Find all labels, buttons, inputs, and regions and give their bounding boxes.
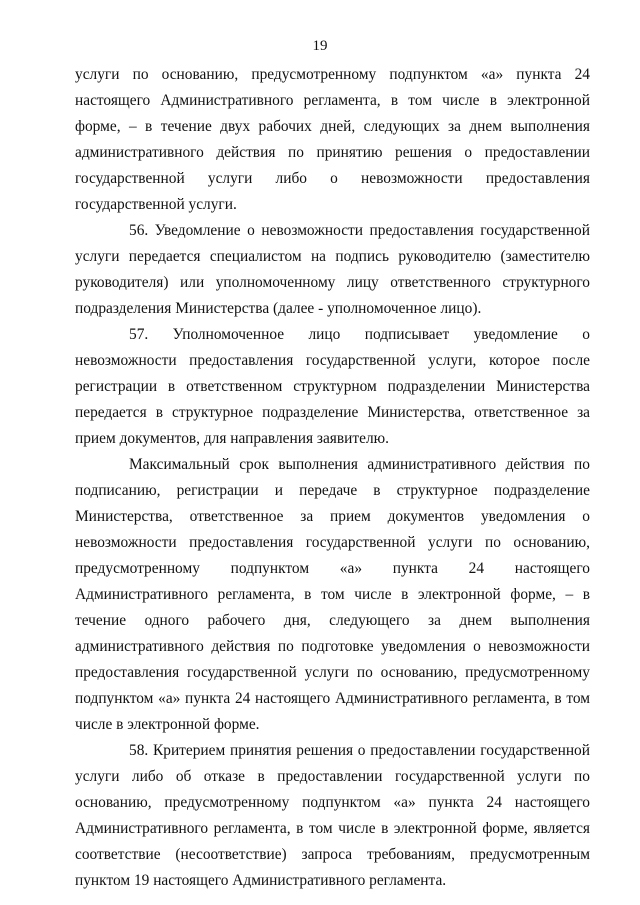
paragraph-58: 58. Критерием принятия решения о предоставлении государственной услуги либо об отказе в предоставлении государственной услуги по основанию, предусмотренному подпунктом «а» пункта 24 настоящего Административного регламента, в том числе в электронной форме, является соответствие (несоответствие) запроса требованиям, предусмотренным пунктом 19 настоящего Административного регламента. xyxy=(75,742,590,889)
document-body xyxy=(75,62,590,894)
paragraph-continuation: услуги по основанию, предусмотренному подпунктом «а» пункта 24 настоящего Административного регламента, в том числе в электронной форме, – в течение двух рабочих дней, следующих за днем выполнения административного действия по принятию решения о предоставлении государственной услуги либо о невозможности предоставления государственной услуги. xyxy=(75,66,590,213)
paragraph-max-term: Максимальный срок выполнения административного действия по подписанию, регистрации и передаче в структурное подразделение Министерства, ответственное за прием документов уведомления о невозможности предоставления государственной услуги по основанию, предусмотренному подпунктом «а» пункта 24 настоящего Административного регламента, в том числе в электронной форме, – в течение одного рабочего дня, следующего за днем выполнения административного действия по подготовке уведомления о невозможности предоставления государственной услуги по основанию, предусмотренному подпунктом «а» пункта 24 настоящего Административного регламента, в том числе в электронной форме. xyxy=(75,456,590,733)
paragraph-57: 57. Уполномоченное лицо подписывает уведомление о невозможности предоставления государственной услуги, которое после регистрации в ответственном структурном подразделении Министерства передается в структурное подразделение Министерства, ответственное за прием документов, для направления заявителю. xyxy=(75,326,590,447)
paragraph-56: 56. Уведомление о невозможности предоставления государственной услуги передается специалистом на подпись руководителю (заместителю руководителя) или уполномоченному лицу ответственного структурного подразделения Министерства (далее - уполномоченное лицо). xyxy=(75,222,590,317)
page-number: 19 xyxy=(312,38,328,54)
